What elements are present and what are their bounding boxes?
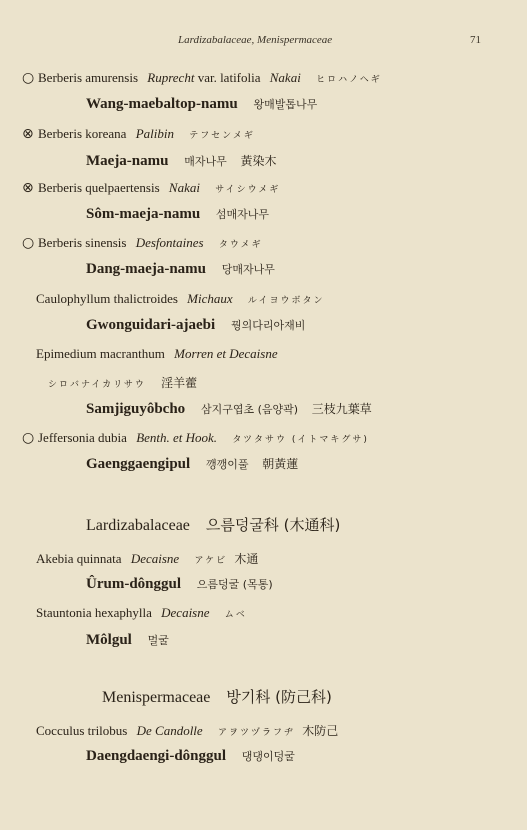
species-line <box>22 180 280 196</box>
species-line <box>22 70 382 86</box>
page-number: 71 <box>470 34 481 46</box>
author: Morren et Decaisne <box>174 346 278 361</box>
korean-romanized: Wang-maebaltop-namu <box>86 96 238 112</box>
author: Ruprecht <box>147 70 195 85</box>
korean-hangul: 꿩의다리아재비 <box>230 319 306 332</box>
status-symbol: ○ <box>22 70 35 86</box>
latin-name: Berberis amurensis <box>38 70 139 85</box>
chinese-name: 朝黃蓮 <box>262 457 299 471</box>
author: Palibin <box>135 126 174 141</box>
korean-name-line <box>86 576 273 593</box>
status-symbol: ⊗ <box>22 126 34 142</box>
species-line <box>36 722 338 739</box>
korean-name-line <box>86 206 269 223</box>
latin-name: Epimedium macranthum <box>36 346 165 361</box>
author: Desfontaines <box>135 235 204 250</box>
korean-hangul: 왕매발톱나무 <box>253 98 318 111</box>
chinese-name: 黃染木 <box>240 154 277 168</box>
family-name: Menispermaceae <box>102 689 211 706</box>
author: De Candolle <box>136 723 203 738</box>
korean-romanized: Sôm-maeja-namu <box>86 206 201 222</box>
species-line <box>22 126 255 142</box>
korean-romanized: Gaenggaengipul <box>86 456 191 472</box>
latin-name: Berberis koreana <box>38 126 127 141</box>
status-symbol: ○ <box>22 235 35 251</box>
author: Decaisne <box>130 551 180 566</box>
status-symbol: ○ <box>22 430 35 446</box>
chinese-name: 三枝九葉草 <box>311 402 372 416</box>
korean-hangul: 매자나무 <box>184 155 227 168</box>
species-line <box>22 430 369 446</box>
family-heading <box>102 686 332 707</box>
species-line <box>36 346 278 362</box>
korean-name-line <box>86 261 275 278</box>
author: Nakai <box>269 70 301 85</box>
korean-romanized: Maeja-namu <box>86 153 169 169</box>
latin-name: Berberis quelpaertensis <box>38 180 160 195</box>
korean-hangul: 댕댕이덩굴 <box>241 750 295 763</box>
japanese-name: テフセンメギ <box>189 131 255 141</box>
author: Nakai <box>168 180 200 195</box>
author: Decaisne <box>161 605 210 620</box>
korean-romanized: Ûrum-dônggul <box>86 576 182 592</box>
species-line <box>36 550 258 567</box>
japanese-name: アケビ <box>194 556 228 566</box>
korean-name-line <box>86 96 317 113</box>
japanese-name: ヒロハノヘギ <box>316 75 382 85</box>
korean-romanized: Daengdaengi-dônggul <box>86 748 227 764</box>
family-hangul: 방기科 (防己科) <box>226 688 332 706</box>
korean-hangul: 당매자나무 <box>221 263 275 276</box>
author: Michaux <box>187 291 233 306</box>
latin-name: Berberis sinensis <box>38 235 127 250</box>
korean-hangul: 멀굴 <box>147 634 169 647</box>
species-line <box>22 235 263 251</box>
japanese-name: アヲツヅラフヂ <box>217 728 295 738</box>
japanese-name: サイシウメギ <box>215 185 281 195</box>
korean-name-line <box>86 152 277 170</box>
latin-name: Akebia quinnata <box>36 551 122 566</box>
chinese-name: 木通 <box>234 552 259 566</box>
family-name: Lardizabalaceae <box>86 517 190 534</box>
korean-hangul: 깽깽이풀 <box>205 458 249 471</box>
page-header <box>0 34 527 50</box>
korean-name-line <box>86 400 372 418</box>
korean-romanized: Dang-maeja-namu <box>86 261 206 277</box>
running-title: Lardizabalaceae, Menispermaceae <box>178 34 333 46</box>
korean-romanized: Samjiguyôbcho <box>86 401 186 417</box>
family-hangul: 으름덩굴科 (木通科) <box>205 516 341 534</box>
japanese-name: タツタサウ (イトマキグサ) <box>232 435 369 445</box>
korean-name-line <box>86 455 298 473</box>
korean-name-line <box>86 748 295 765</box>
korean-romanized: Gwonguidari-ajaebi <box>86 317 216 333</box>
species-line <box>36 605 247 621</box>
latin-name: Jeffersonia dubia <box>38 430 127 445</box>
japanese-name: タウメギ <box>218 240 263 250</box>
variety: var. latifolia <box>197 70 261 85</box>
korean-romanized: Môlgul <box>86 632 132 648</box>
species-line <box>36 291 324 307</box>
korean-hangul: 삼지구엽초 (음양곽) <box>200 403 299 416</box>
japanese-name: ムベ <box>224 610 247 620</box>
japanese-name: シロバナイカリサウ <box>48 380 146 390</box>
author: Benth. et Hook. <box>136 430 218 445</box>
korean-name-line <box>86 317 305 334</box>
korean-name-line <box>86 632 169 649</box>
japanese-name: ルイヨウボタン <box>247 296 325 306</box>
status-symbol: ⊗ <box>22 180 34 196</box>
latin-name: Caulophyllum thalictroides <box>36 291 178 306</box>
korean-hangul: 으름덩굴 (목통) <box>196 578 273 591</box>
korean-hangul: 섬매자나무 <box>215 208 270 221</box>
latin-name: Stauntonia hexaphylla <box>36 605 152 620</box>
japanese-name-line <box>48 374 197 391</box>
family-heading <box>86 514 340 535</box>
latin-name: Cocculus trilobus <box>36 723 128 738</box>
chinese-name: 淫羊藿 <box>161 376 198 390</box>
chinese-name: 木防己 <box>302 724 339 738</box>
